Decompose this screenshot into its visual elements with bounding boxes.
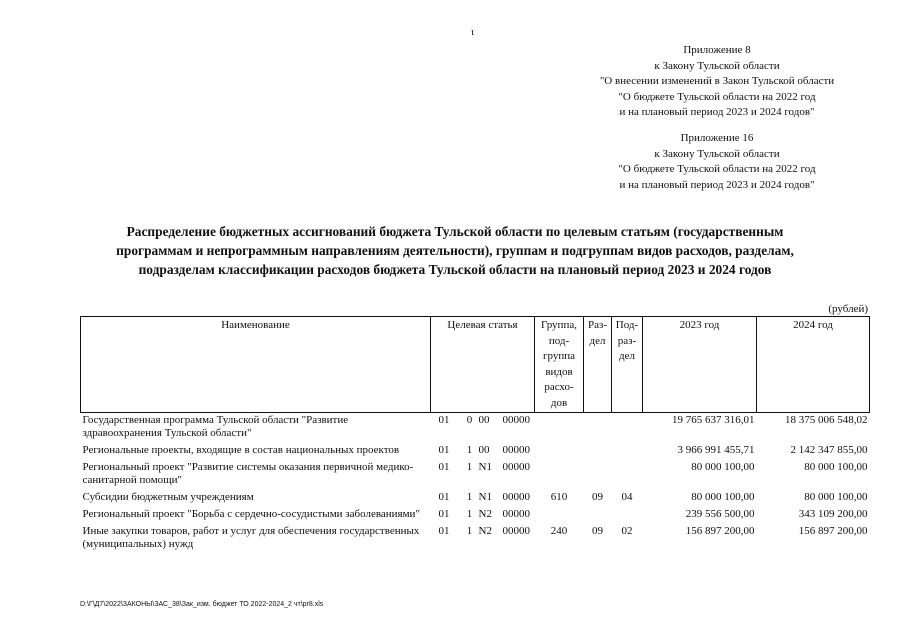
code-part: 1 xyxy=(466,491,473,503)
code-part: 01 xyxy=(438,508,450,520)
cell-2023: 239 556 500,00 xyxy=(685,508,755,520)
table-row xyxy=(81,524,870,554)
cell-2023: 3 966 991 455,71 xyxy=(677,444,755,456)
header-expense-group: Группа, под- группа видов расхо- дов xyxy=(535,317,584,413)
appendix-16-line: "О бюджете Тульской области на 2022 год xyxy=(618,163,816,175)
code-part: 00000 xyxy=(502,491,530,503)
appendix-8-line: и на плановый период 2023 и 2024 годов" xyxy=(619,106,815,118)
code-part: N2 xyxy=(478,525,492,537)
appendix-8-line: Приложение 8 xyxy=(683,44,751,56)
code-part: 00000 xyxy=(502,525,530,537)
appendix-8-block xyxy=(587,43,847,121)
code-part: 1 xyxy=(466,444,473,456)
header-year-2023: 2023 год xyxy=(643,317,757,413)
cell-name: Региональные проекты, входящие в состав национальных проектов xyxy=(82,444,400,456)
header-section: Раз- дел xyxy=(584,317,612,413)
table-row xyxy=(81,507,870,524)
cell-2024: 156 897 200,00 xyxy=(798,525,868,537)
cell-name: Субсидии бюджетным учреждениям xyxy=(82,491,254,503)
cell-expense-group xyxy=(535,443,584,460)
code-part: 01 xyxy=(438,414,450,426)
cell-2024: 2 142 347 855,00 xyxy=(790,444,868,456)
cell-target-code xyxy=(431,507,535,524)
cell-2024: 80 000 100,00 xyxy=(804,491,868,503)
code-part: 1 xyxy=(466,525,473,537)
cell-name: Региональный проект "Борьба с сердечно-сосудистыми заболеваниями" xyxy=(82,508,420,520)
code-part: 00 xyxy=(478,444,490,456)
table-row xyxy=(81,413,870,444)
code-part: 0 xyxy=(466,414,473,426)
appendix-16-line: к Закону Тульской области xyxy=(654,147,780,160)
appendix-8-line: "О внесении изменений в Закон Тульской области xyxy=(599,75,835,87)
cell-2023: 156 897 200,00 xyxy=(685,525,755,537)
code-part: 01 xyxy=(438,461,450,473)
cell-expense-group: 240 xyxy=(550,525,568,537)
table-header-row xyxy=(81,317,870,413)
header-year-2024: 2024 год xyxy=(757,317,870,413)
cell-target-code xyxy=(431,490,535,507)
cell-expense-group xyxy=(535,507,584,524)
code-part: N2 xyxy=(478,508,492,520)
appendix-16-line: и на плановый период 2023 и 2024 годов" xyxy=(619,178,815,191)
code-part: 1 xyxy=(466,508,473,520)
appendix-8-line: "О бюджете Тульской области на 2022 год xyxy=(618,90,816,103)
appendix-16-block xyxy=(587,131,847,193)
header-target-article: Целевая статья xyxy=(431,317,535,413)
title-line: программам и непрограммным направлениям деятельности), группам и подгруппам видов расходов, разделам, xyxy=(116,243,794,258)
cell-2023: 19 765 637 316,01 xyxy=(672,414,755,426)
file-path-footer: D:\Г\Д7\2022\ЗАКОНЫ\ЗАС_38\Зак_изм. бюджет ТО 2022-2024_2 чт\pr8.xls xyxy=(80,601,324,608)
cell-name: Государственная программа Тульской области "Развитие здравоохранения Тульской области" xyxy=(82,414,349,439)
cell-section xyxy=(584,413,612,444)
title-line: Распределение бюджетных ассигнований бюджета Тульской области по целевым статьям (государственным xyxy=(126,224,784,239)
cell-section xyxy=(584,443,612,460)
code-part: 00 xyxy=(478,414,490,426)
cell-name: Иные закупки товаров, работ и услуг для обеспечения государственных (муниципальных) нужд xyxy=(82,525,420,550)
cell-2023: 80 000 100,00 xyxy=(691,461,755,473)
table-row xyxy=(81,490,870,507)
cell-expense-group xyxy=(535,460,584,490)
document-title xyxy=(60,222,850,279)
cell-subsection xyxy=(612,507,643,524)
cell-2024: 80 000 100,00 xyxy=(804,461,868,473)
cell-section: 09 xyxy=(592,525,603,537)
code-part: N1 xyxy=(478,461,492,473)
appendix-16-line: Приложение 16 xyxy=(680,132,754,144)
appendix-8-line: к Закону Тульской области xyxy=(654,59,780,72)
cell-section xyxy=(584,460,612,490)
cell-2023: 80 000 100,00 xyxy=(691,491,755,503)
code-part: 00000 xyxy=(502,444,530,456)
title-line: подразделам классификации расходов бюджета Тульской области на плановый период 2023 и 2024 годов xyxy=(138,262,772,277)
cell-subsection xyxy=(612,443,643,460)
code-part: 01 xyxy=(438,491,450,503)
cell-2024: 343 109 200,00 xyxy=(798,508,868,520)
cell-target-code xyxy=(431,443,535,460)
header-subsection: Под- раз- дел xyxy=(612,317,643,413)
code-part: N1 xyxy=(478,491,492,503)
cell-subsection xyxy=(612,460,643,490)
cell-target-code xyxy=(431,413,535,444)
cell-subsection: 02 xyxy=(621,525,633,537)
header-name: Наименование xyxy=(81,317,431,413)
cell-target-code xyxy=(431,524,535,554)
code-part: 01 xyxy=(438,444,450,456)
page-mark: ι xyxy=(471,26,474,38)
code-part: 00000 xyxy=(502,508,530,520)
budget-table xyxy=(80,316,870,554)
cell-target-code xyxy=(431,460,535,490)
cell-expense-group xyxy=(535,413,584,444)
cell-section xyxy=(584,507,612,524)
code-part: 01 xyxy=(438,525,450,537)
cell-subsection xyxy=(612,413,643,444)
cell-expense-group: 610 xyxy=(550,491,568,503)
code-part: 00000 xyxy=(502,414,530,426)
code-part: 00000 xyxy=(502,461,530,473)
cell-subsection: 04 xyxy=(621,491,633,503)
table-row xyxy=(81,443,870,460)
cell-name: Региональный проект "Развитие системы оказания первичной медико-санитарной помощи" xyxy=(82,461,414,486)
cell-2024: 18 375 006 548,02 xyxy=(785,414,868,426)
cell-section: 09 xyxy=(592,491,603,503)
table-row xyxy=(81,460,870,490)
units-label: (рублей) xyxy=(828,303,868,315)
code-part: 1 xyxy=(466,461,473,473)
